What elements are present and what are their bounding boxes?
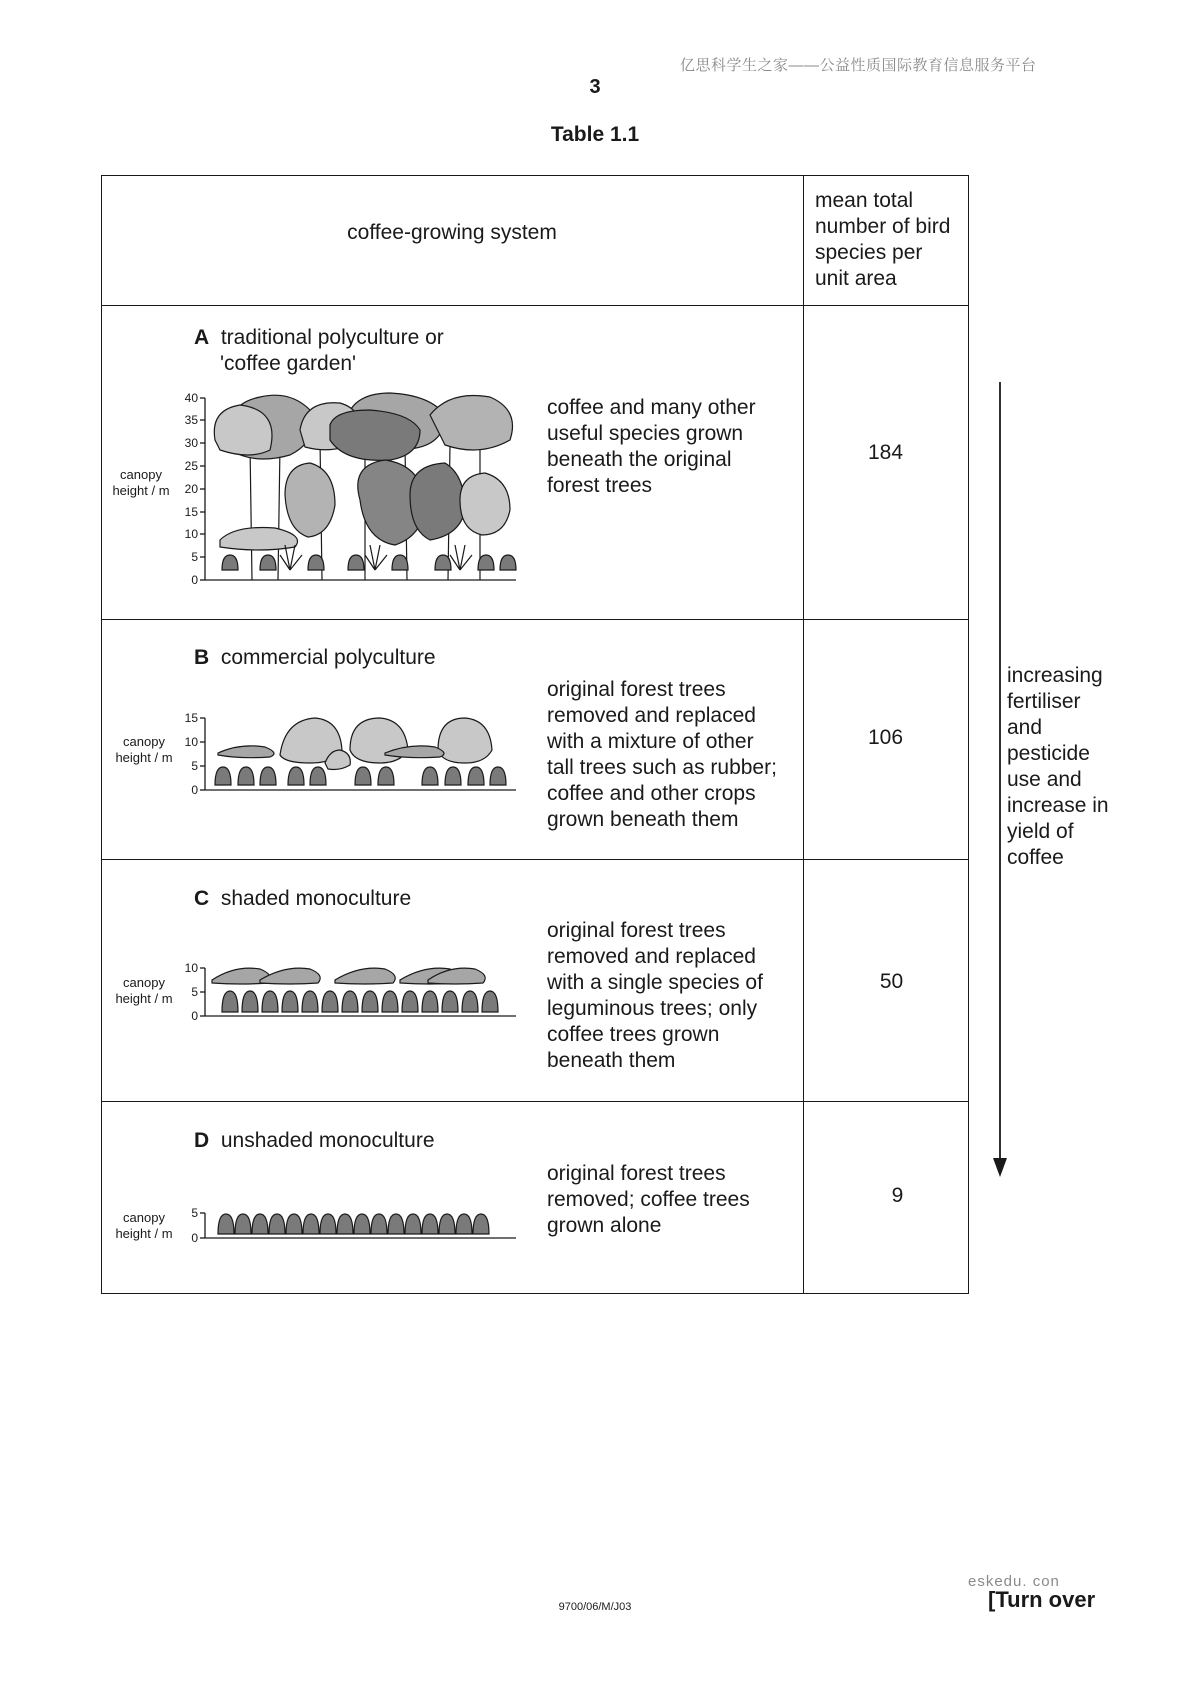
side-label: increasing fertiliser and pesticide use and increase in yield of coffee xyxy=(1007,664,1109,869)
tick-label: 0 xyxy=(191,1231,198,1245)
tick-label: 5 xyxy=(191,1206,198,1220)
row-letter: C xyxy=(194,887,210,910)
row-letter: B xyxy=(194,646,210,669)
tick-label: 5 xyxy=(191,985,198,999)
row-a-title: A traditional polyculture or 'coffee garden' xyxy=(194,326,444,375)
value-c: 50 xyxy=(879,970,904,993)
tick-label: 0 xyxy=(191,573,198,585)
description-d: original forest trees removed; coffee trees grown alone xyxy=(547,1162,750,1237)
row-d-title xyxy=(194,1128,435,1154)
tick-label: 15 xyxy=(184,711,198,725)
axis-title: canopy height / m xyxy=(112,467,170,498)
tick-label: 10 xyxy=(184,527,198,541)
canopy-diagram-b xyxy=(160,705,540,805)
canopy-diagram-a xyxy=(160,385,540,585)
description-a: coffee and many other useful species grown beneath the original forest trees xyxy=(547,396,756,497)
axis-title: canopy height / m xyxy=(115,734,173,765)
axis-title: canopy height / m xyxy=(115,1210,173,1241)
tick-label: 10 xyxy=(184,961,198,975)
system-name: unshaded monoculture xyxy=(220,1129,435,1152)
row-c-title xyxy=(194,886,411,912)
tick-label: 40 xyxy=(184,391,198,405)
canopy-diagram-d xyxy=(160,1200,540,1250)
turn-over: [Turn over xyxy=(988,1587,1096,1612)
description-b: original forest trees removed and replaced with a mixture of other tall trees such as rubber; coffee and other crops grown beneath them xyxy=(547,678,777,831)
row-letter: D xyxy=(194,1129,210,1152)
value-d: 9 xyxy=(891,1184,904,1207)
row-divider xyxy=(101,305,969,306)
canopy-diagram-c xyxy=(160,955,540,1035)
value-b: 106 xyxy=(867,726,904,749)
header-mean: mean total number of bird species per unit area xyxy=(815,189,951,290)
axis-title: canopy height / m xyxy=(115,975,173,1006)
system-name: traditional polyculture or xyxy=(220,326,444,349)
system-name: commercial polyculture xyxy=(220,646,436,669)
description-c: original forest trees removed and replaced with a single species of leguminous trees; only coffee trees grown beneath them xyxy=(547,919,763,1072)
row-divider xyxy=(101,1101,969,1102)
tick-label: 5 xyxy=(191,550,198,564)
row-letter: A xyxy=(194,326,210,349)
tick-label: 35 xyxy=(184,413,198,427)
tick-label: 20 xyxy=(184,482,198,496)
tick-label: 30 xyxy=(184,436,198,450)
value-a: 184 xyxy=(867,441,904,464)
watermark: 亿思科学生之家——公益性质国际教育信息服务平台 xyxy=(680,57,1037,74)
footer-code: 9700/06/M/J03 xyxy=(558,1601,632,1613)
site-watermark: eskedu. con xyxy=(968,1573,1060,1590)
row-divider xyxy=(101,859,969,860)
tick-label: 5 xyxy=(191,759,198,773)
tick-label: 25 xyxy=(184,459,198,473)
tick-label: 0 xyxy=(191,1009,198,1023)
tick-label: 15 xyxy=(184,505,198,519)
page-number: 3 xyxy=(589,76,601,98)
tick-label: 10 xyxy=(184,735,198,749)
row-divider xyxy=(101,619,969,620)
row-b-title xyxy=(194,645,436,671)
tick-label: 0 xyxy=(191,783,198,797)
table-title: Table 1.1 xyxy=(550,123,640,146)
system-name: shaded monoculture xyxy=(220,887,412,910)
header-system: coffee-growing system xyxy=(347,221,557,244)
